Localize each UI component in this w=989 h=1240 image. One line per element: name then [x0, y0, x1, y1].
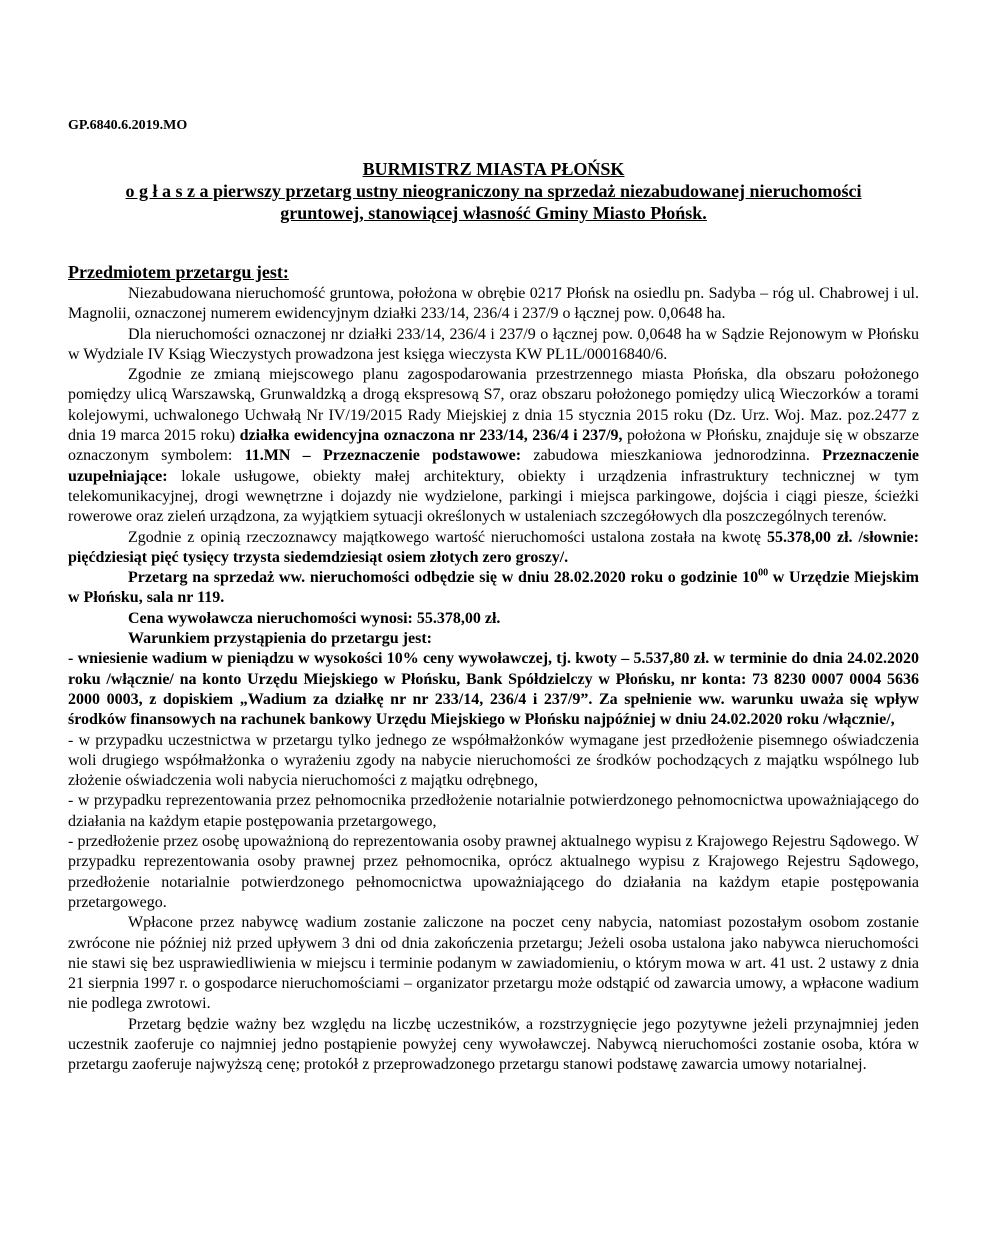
condition-spouse-consent: - w przypadku uczestnictwa w przetargu tylko jednego ze współmałżonków wymagane jest przedłożenie pisemnego oświadczenia woli drugiego współmałżonka o wyrażeniu zgody na nabycie nieruchomości ze środków pochodzących z majątku wspólnego lub złożenie oświadczenia woli nabycia nieruchomości z majątku odrębnego,	[68, 731, 919, 790]
conditions-heading: Warunkiem przystąpienia do przetargu jest:	[128, 630, 432, 648]
zoning-text-4: lokale usługowe, obiekty małej architektury, obiekty i urządzenia infrastruktury technicznej w tym telekomunikacyjnej, drogi wewnętrzne i dojazdy nie wydzielone, parkingi i miejsca parkingowe, dojścia i ciągi piesze, ścieżki rowerowe oraz zieleń urządzona, za wyjątkiem sytuacji określonych w ustaleniach szczegółowych dla poszczególnych terenów.	[68, 467, 919, 526]
title-line-2	[68, 180, 919, 202]
paragraph-zoning-plan	[68, 365, 919, 527]
valuation-text: Zgodnie z opinią rzeczoznawcy majątkowego wartość nieruchomości ustalona została na kwotę	[128, 528, 768, 546]
deposit-text: - wniesienie wadium w pieniądzu w wysokości 10% ceny wywoławczej, tj. kwoty – 5.537,80 zł. w terminie do dnia 24.02.2020 roku /włącznie/ na konto Urzędu Miejskiego w Płońsku, Bank Spółdzielczy w Płońsku, nr konta: 73 8230 0007 0004 5636 2000 0003, z dopiskiem „Wadium za działkę nr nr 233/14, 236/4 i 237/9”. Za spełnienie ww. warunku uważa się wpływ środków finansowych na rachunek bankowy Urzędu Miejskiego w Płońsku najpóźniej w dniu 24.02.2020 roku /włącznie/,	[68, 650, 919, 729]
paragraph-auction-validity: Przetarg będzie ważny bez względu na liczbę uczestników, a rozstrzygnięcie jego pozytywne jeżeli przynajmniej jeden uczestnik zaoferuje co najmniej jedno postąpienie powyżej ceny wywoławczej. Nabywcą nieruchomości zostanie osoba, która w przetargu zaoferuje najwyższą cenę; protokół z przeprowadzonego przetargu stanowi podstawę zawarcia umowy notarialnej.	[68, 1015, 919, 1074]
paragraph-auction-date	[68, 568, 919, 609]
paragraph-conditions-heading	[68, 629, 919, 649]
zoning-supplementary-purpose: Przeznaczenie uzupełniające:	[68, 447, 920, 485]
zoning-text-3: zabudowa mieszkaniowa jednorodzinna.	[521, 447, 823, 465]
document-reference-number: GP.6840.6.2019.MO	[68, 118, 188, 133]
paragraph-valuation	[68, 528, 919, 569]
paragraph-property-description: Niezabudowana nieruchomość gruntowa, położona w obrębie 0217 Płońsk na osiedlu pn. Sadyba – róg ul. Chabrowej i ul. Magnolii, oznaczonej numerem ewidencyjnym działki 233/14, 236/4 i 237/9 o łącznej pow. 0,0648 ha.	[68, 285, 919, 323]
zoning-text-1: Zgodnie ze zmianą miejscowego planu zagospodarowania przestrzennego miasta Płońska, dla obszaru położonego pomiędzy ulicą Warszawską, Grunwaldzką a drogą ekspresową S7, oraz obszaru położonego pomiędzy ulicą Wieczorków a torami kolejowymi, uchwalonego Uchwałą Nr IV/19/2015 Rady Miejskiej z dnia 15 stycznia 2015 roku (Dz. Urz. Woj. Maz. poz.2477 z dnia 19 marca 2015 roku)	[68, 366, 919, 445]
auction-location: w Urzędzie Miejskim w Płońsku, sala nr 119.	[68, 569, 919, 607]
auction-date-main: Przetarg na sprzedaż ww. nieruchomości odbędzie się w dniu 28.02.2020 roku o godzinie 10	[128, 569, 759, 587]
starting-price: Cena wywoławcza nieruchomości wynosi: 55.378,00 zł.	[128, 609, 501, 627]
condition-power-of-attorney: - w przypadku reprezentowania przez pełnomocnika przedłożenie notarialnie potwierdzonego pełnomocnictwa upoważniającego do działania na każdym etapie postępowania przetargowego,	[68, 792, 919, 830]
zoning-primary-purpose: 11.MN – Przeznaczenie podstawowe:	[244, 447, 522, 465]
paragraph-starting-price	[68, 609, 919, 629]
auction-time-minutes: 00	[758, 567, 769, 579]
valuation-amount: 55.378,00 zł. /słownie: pięćdziesiąt pięć tysięcy trzysta siedemdziesiąt osiem złotych zero groszy/.	[68, 528, 919, 566]
title-line-2-rest: pierwszy przetarg ustny nieograniczony na sprzedaż niezabudowanej nieruchomości	[208, 181, 862, 201]
subject-heading: Przedmiotem przetargu jest:	[68, 262, 289, 282]
paragraph-deposit-refund: Wpłacone przez nabywcę wadium zostanie zaliczone na poczet ceny nabycia, natomiast pozostałym osobom zostanie zwrócone nie później niż przed upływem 3 dni od dnia zakończenia przetargu; Jeżeli osoba ustalona jako nabywca nieruchomości nie stawi się bez usprawiedliwienia w miejscu i terminie podanym w zawiadomieniu, o którym mowa w art. 41 ust. 2 ustawy z dnia 21 sierpnia 1997 r. o gospodarce nieruchomościami – organizator przetargu może odstąpić od zawarcia umowy, a wpłacone wadium nie podlega zwrotowi.	[68, 914, 919, 1013]
title-line-3: gruntowej, stanowiącej własność Gminy Miasto Płońsk.	[280, 203, 707, 223]
document-title	[68, 158, 919, 224]
document-body	[68, 284, 919, 1076]
zoning-text-2: położona w Płońsku, znajduje się w obszarze oznaczonym symbolem:	[68, 427, 920, 465]
paragraph-land-register: Dla nieruchomości oznaczonej nr działki 233/14, 236/4 i 237/9 o łącznej pow. 0,0648 ha w Sądzie Rejonowym w Płońsku w Wydziale IV Ksiąg Wieczystych prowadzona jest księga wieczysta KW PL1L/00016840/6.	[68, 325, 919, 363]
title-line-1: BURMISTRZ MIASTA PŁOŃSK	[362, 159, 625, 179]
auction-date-text	[68, 569, 919, 606]
title-announces: o g ł a s z a	[125, 181, 209, 201]
zoning-parcel-numbers: działka ewidencyjna oznaczona nr 233/14, 236/4 i 237/9,	[239, 427, 623, 445]
condition-legal-entity: - przedłożenie przez osobę upoważnioną do reprezentowania osoby prawnej aktualnego wypisu z Krajowego Rejestru Sądowego. W przypadku reprezentowania osoby prawnej przez pełnomocnika, oprócz aktualnego wypisu z Krajowego Rejestru Sądowego, przedłożenie notarialnie potwierdzonego pełnomocnictwa upoważniającego do działania na każdym etapie postępowania przetargowego.	[68, 833, 919, 911]
condition-deposit	[68, 649, 919, 730]
